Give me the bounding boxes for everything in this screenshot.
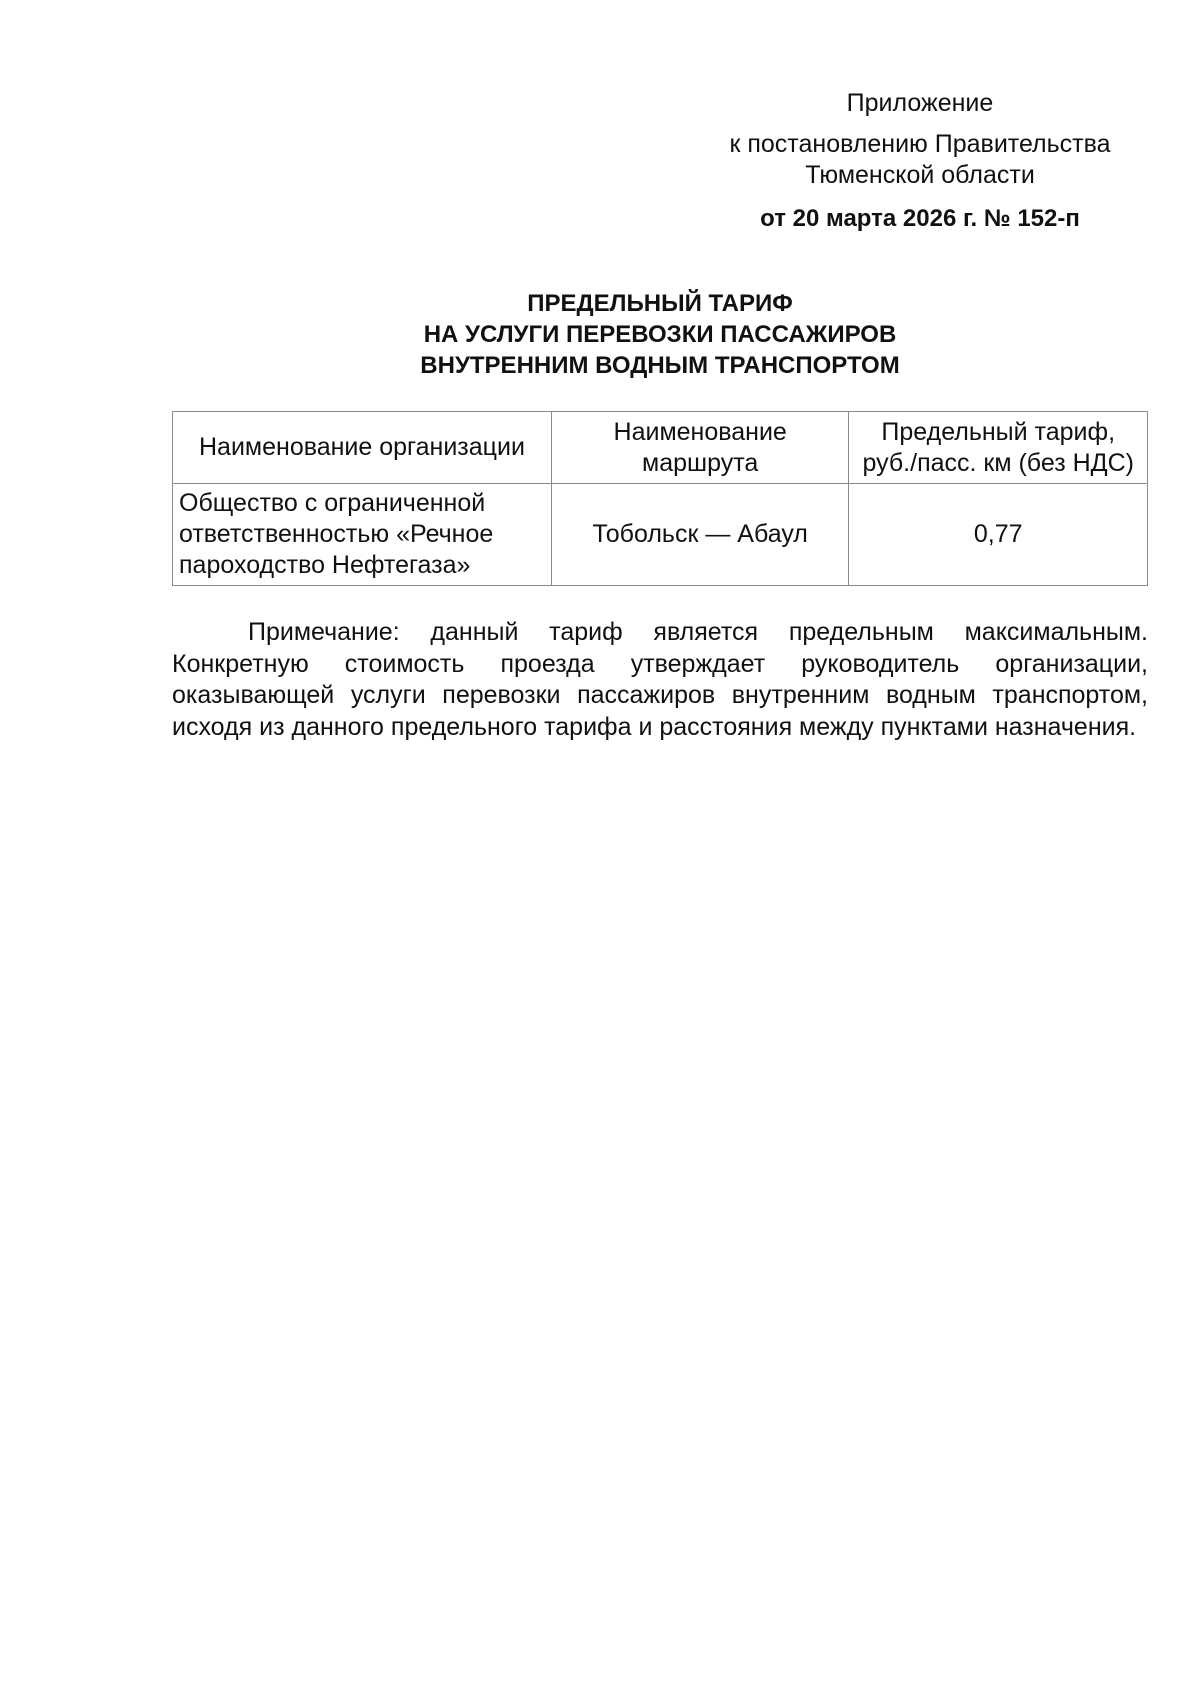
appendix-reference-line-2: Тюменской области — [805, 161, 1035, 189]
title-line-1: ПРЕДЕЛЬНЫЙ ТАРИФ — [527, 290, 793, 317]
cell-tariff: 0,77 — [849, 484, 1148, 586]
table-header-row — [173, 412, 1148, 484]
cell-route: Тобольск — Абаул — [551, 484, 849, 586]
appendix-label: Приложение — [846, 89, 994, 117]
title-line-2: НА УСЛУГИ ПЕРЕВОЗКИ ПАССАЖИРОВ — [423, 321, 897, 348]
header-route: Наименование маршрута — [551, 412, 849, 484]
table-row — [173, 484, 1148, 586]
document-title — [172, 288, 1148, 381]
appendix-date-number: от 20 марта 2026 г. № 152-п — [760, 205, 1080, 232]
header-tariff: Предельный тариф, руб./пасс. км (без НДС) — [849, 412, 1148, 484]
header-organization: Наименование организации — [173, 412, 552, 484]
title-line-3: ВНУТРЕННИМ ВОДНЫМ ТРАНСПОРТОМ — [420, 352, 900, 379]
tariff-table — [172, 411, 1148, 586]
appendix-reference-line-1: к постановлению Правительства — [729, 130, 1111, 158]
note-paragraph: Примечание: данный тариф является предельным максимальным. Конкретную стоимость проезда утверждает руководитель организации, оказывающей услуги перевозки пассажиров внутренним водным транспортом, исходя из данного предельного тарифа и расстояния между пунктами назначения. — [172, 618, 1148, 741]
cell-organization: Общество с ограниченной ответственностью «Речное пароходство Нефтегаза» — [173, 484, 552, 586]
appendix-block — [700, 88, 1140, 234]
